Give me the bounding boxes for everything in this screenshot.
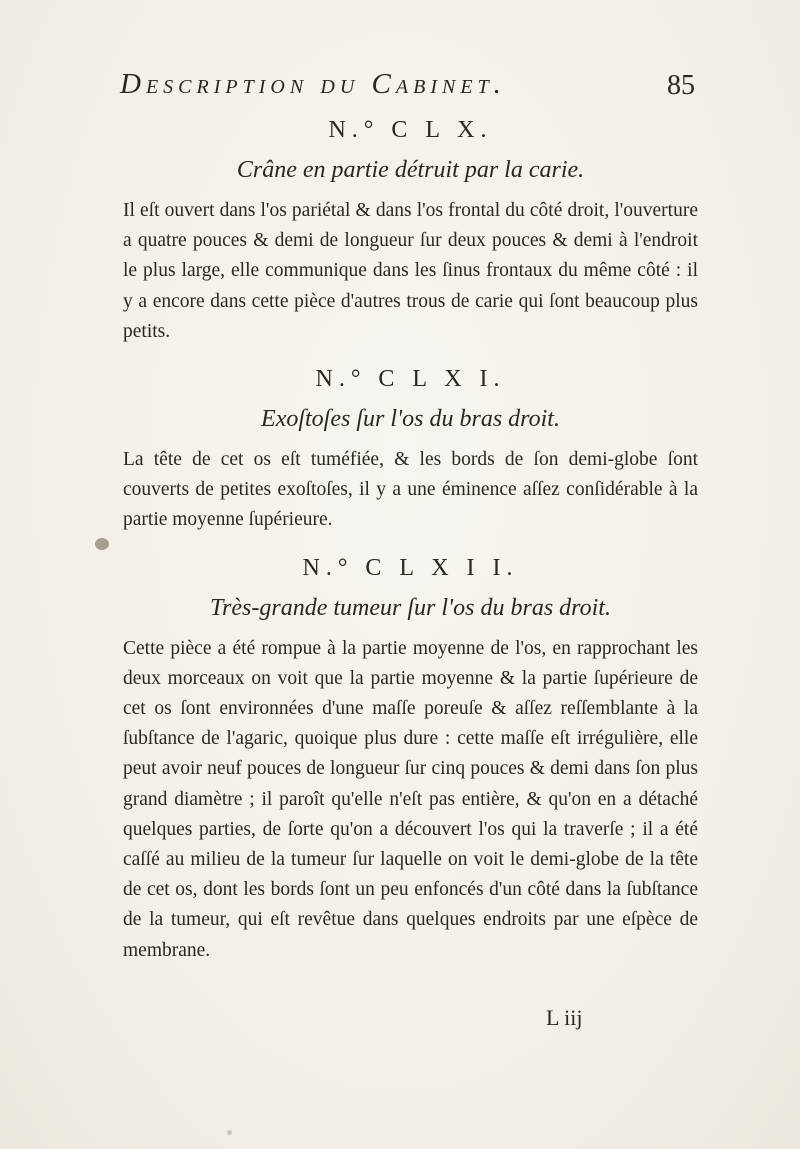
entry-title: Crâne en partie détruit par la carie. <box>236 157 585 183</box>
text-block <box>123 110 698 966</box>
ink-spot <box>227 1130 232 1135</box>
ink-spot <box>95 538 109 550</box>
entry-gap <box>123 347 698 359</box>
running-head <box>120 68 695 108</box>
entry-body <box>123 445 698 536</box>
ink-spot <box>548 1022 551 1025</box>
entry-gap <box>123 536 698 548</box>
entry-number: N.° C L X. <box>328 117 493 143</box>
entry-clx <box>123 110 698 347</box>
entry-title: Exoſtoſes ſur l'os du bras droit. <box>261 406 560 433</box>
entry-clxii <box>123 548 698 966</box>
entry-number: N.° C L X I I. <box>302 554 519 581</box>
entry-clxi <box>123 359 698 536</box>
entry-body <box>123 634 698 966</box>
entry-paragraph: Cette pièce a été rompue à la partie moyenne de l'os, en rapprochant les deux morceaux on voit que la partie moyenne & la partie ſupérieure de cet os ſont environnées d'une maſſe poreuſe & aſſez reſſemblante à la ſubſtance de l'agaric, quoique plus dure : cette maſſe eſt irrégulière, elle peut avoir neuf pouces de longueur ſur cinq pouces & demi dans ſon plus grand diamètre ; il paroît qu'elle n'eſt pas entière, & qu'on en a détaché quelques parties, de ſorte qu'on a découvert l'os qui la traverſe ; il a été caſſé au milieu de la tumeur ſur laquelle on voit le demi-globe de la tête de cet os, dont les bords ſont un peu enfoncés d'un côté dans la ſubſtance de la tumeur, qui eſt revêtue dans quelques endroits par une eſpèce de membrane. <box>123 637 698 961</box>
entry-paragraph: La tête de cet os eſt tuméfiée, & les bords de ſon demi-globe ſont couverts de petites exoſtoſes, il y a une éminence aſſez conſidérable à la partie moyenne ſupérieure. <box>123 449 698 531</box>
page-number: 85 <box>667 70 695 101</box>
entry-number: N.° C L X I. <box>315 366 506 393</box>
entry-title: Très-grande tumeur ſur l'os du bras droit. <box>210 594 611 621</box>
running-title: Description du Cabinet. <box>120 68 506 100</box>
signature-mark: L iij <box>546 1005 583 1030</box>
entry-body <box>123 196 698 347</box>
entry-paragraph: Il eſt ouvert dans l'os pariétal & dans l'os frontal du côté droit, l'ouverture a quatre pouces & demi de longueur ſur deux pouces & demi à l'endroit le plus large, elle communique dans les ſinus frontaux du même côté : il y a encore dans cette pièce d'autres trous de carie qui ſont beaucoup plus petits. <box>123 200 698 342</box>
